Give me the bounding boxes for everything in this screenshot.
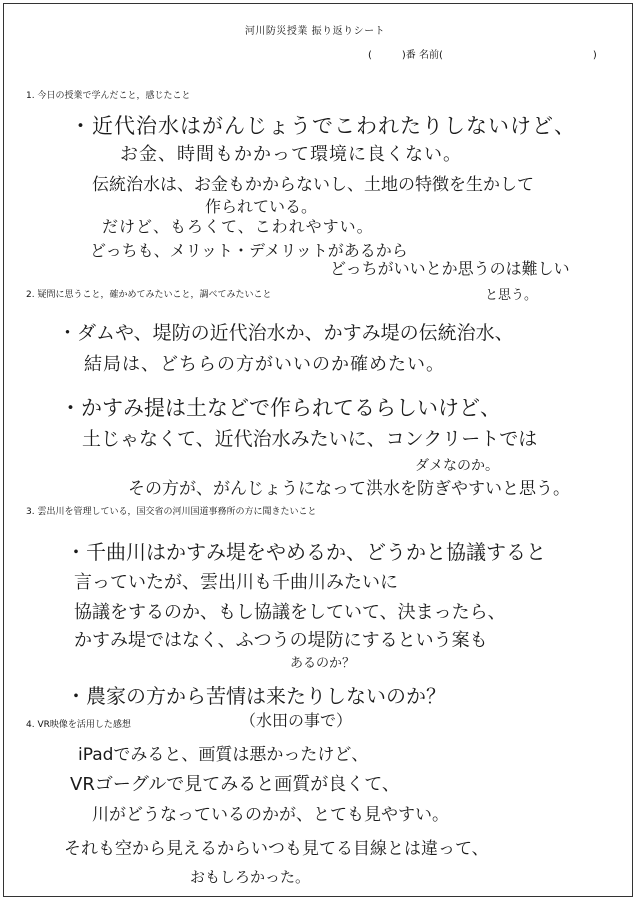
handwriting-line: （水田の事で） xyxy=(240,711,353,730)
handwriting-line: と思う。 xyxy=(485,288,538,303)
handwriting-line: それも空から見えるからいつも見てる目線とは違って、 xyxy=(64,839,489,859)
handwriting-line: どっちも、メリット・デメリットがあるから xyxy=(90,241,408,260)
handwriting-line: 土じゃなくて、近代治水みたいに、コンクリートでは xyxy=(82,428,538,450)
handwriting-line: ・農家の方から苦情は来たりしないのか？ xyxy=(66,684,446,708)
handwriting-line: あるのか？ xyxy=(290,656,356,671)
name-line: ( )番 名前( ) xyxy=(368,50,597,61)
handwriting-line: おもしろかった。 xyxy=(190,868,311,886)
sheet-title: 河川防災授業 振り返りシート xyxy=(244,26,386,37)
handwriting-line: ・ダムや、堤防の近代治水か、かすみ堤の伝統治水、 xyxy=(58,322,514,344)
handwriting-line: その方が、がんじょうになって洪水を防ぎやすいと思う。 xyxy=(128,479,570,499)
handwriting-line: 作られている。 xyxy=(205,197,318,216)
question-3-heading: 3. 雲出川を管理している，国交省の河川国道事務所の方に聞きたいこと xyxy=(26,507,317,517)
question-2-heading: 2. 疑問に思うこと，確かめてみたいこと，調べてみたいこと xyxy=(26,290,272,300)
question-1-heading: 1. 今日の授業で学んだこと，感じたこと xyxy=(26,91,191,101)
handwriting-line: 結局は、どちらの方がいいのか確めたい。 xyxy=(84,354,445,375)
question-4-heading: 4. VR映像を活用した感想 xyxy=(26,720,131,730)
handwriting-line: 伝統治水は、お金もかからないし、土地の特徴を生かして xyxy=(92,175,534,195)
handwriting-line: 川がどうなっているのかが、とても見やすい。 xyxy=(92,805,449,825)
handwriting-line: かすみ堤ではなく、ふつうの堤防にするという案も xyxy=(74,630,488,651)
handwriting-line: 協議をするのか、もし協議をしていて、決まったら、 xyxy=(74,602,506,623)
handwriting-line: iPadでみると、画質は悪かったけど、 xyxy=(78,745,369,765)
handwriting-line: どっちがいいとか思うのは難しい xyxy=(330,259,570,278)
handwriting-line: ・近代治水はがんじょうでこわれたりしないけど、 xyxy=(70,114,576,138)
handwriting-line: だけど、もろくて、こわれやすい。 xyxy=(102,217,374,236)
handwriting-line: ・かすみ提は土などで作られてるらしいけど、 xyxy=(60,396,501,420)
handwriting-line: VRゴーグルで見てみると画質が良くて、 xyxy=(70,774,400,795)
handwriting-line: お金、時間もかかって環境に良くない。 xyxy=(120,144,462,165)
handwriting-line: ダメなのか。 xyxy=(415,458,499,474)
handwriting-line: ・千曲川はかすみ堤をやめるか、どうかと協議すると xyxy=(66,540,546,564)
handwriting-line: 言っていたが、雲出川も千曲川みたいに xyxy=(74,572,398,593)
